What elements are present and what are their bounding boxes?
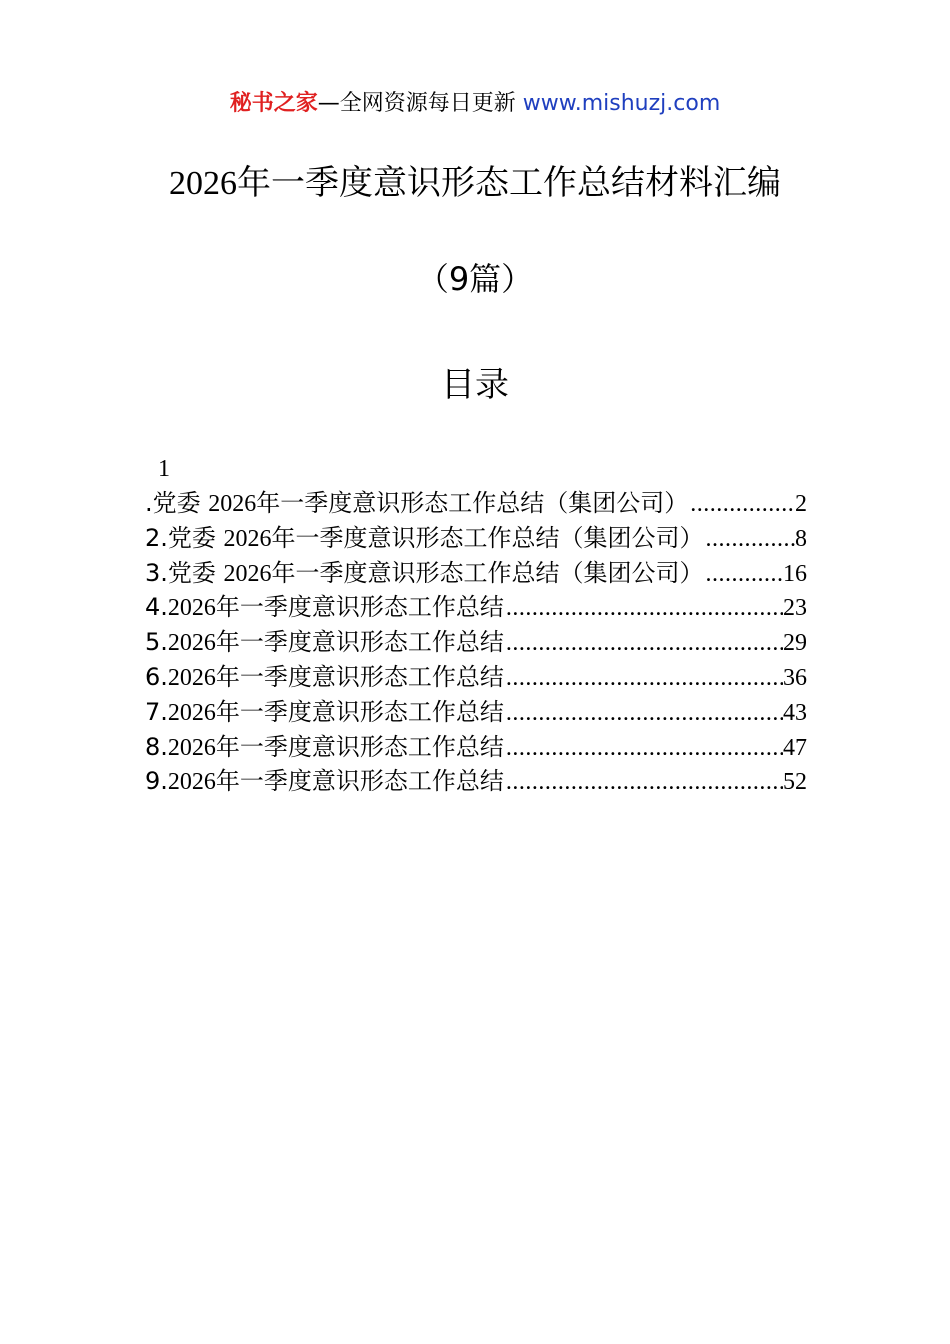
toc-entry-label: 5.2026年一季度意识形态工作总结: [145, 628, 504, 657]
toc-dot-leader: [688, 487, 795, 521]
document-title: [0, 160, 950, 207]
toc-entry-6[interactable]: [145, 660, 807, 695]
toc-dot-leader: [504, 626, 783, 660]
toc-entry-2[interactable]: [145, 521, 807, 556]
header-tagline: —全网资源每日更新: [317, 91, 523, 116]
toc-heading: 目录: [441, 365, 509, 405]
toc-entry-1[interactable]: [145, 486, 807, 521]
toc-entry-label: 9.2026年一季度意识形态工作总结: [145, 767, 504, 796]
toc-page-number: 29: [783, 630, 807, 657]
toc-entry-label: 6.2026年一季度意识形态工作总结: [145, 662, 504, 691]
title-text: 年一季度意识形态工作总结材料汇编: [237, 163, 781, 203]
toc-page-number: 8: [795, 525, 807, 552]
toc-entry-label: 8.2026年一季度意识形态工作总结: [145, 732, 504, 761]
toc-dot-leader: [704, 522, 795, 556]
toc-entry-label: 7.2026年一季度意识形态工作总结: [145, 697, 504, 726]
toc-page-number: 36: [783, 664, 807, 691]
toc-dot-leader: [704, 557, 783, 591]
table-of-contents: [145, 486, 807, 799]
toc-dot-leader: [504, 661, 783, 695]
toc-page-number: 52: [783, 769, 807, 796]
toc-entry-9[interactable]: [145, 764, 807, 799]
toc-dot-leader: [504, 731, 783, 765]
toc-entry-label: .党委 2026年一季度意识形态工作总结（集团公司）: [145, 489, 689, 517]
toc-dot-leader: [504, 591, 783, 625]
toc-entry-label: 2.党委 2026年一季度意识形态工作总结（集团公司）: [145, 523, 704, 552]
title-year: 2026: [169, 165, 237, 202]
document-subtitle: （9篇）: [416, 260, 534, 298]
toc-entry-7[interactable]: [145, 695, 807, 730]
toc-entry-label: 4.2026年一季度意识形态工作总结: [145, 593, 504, 622]
toc-entry-4[interactable]: [145, 590, 807, 625]
toc-stray-number: 1: [158, 456, 170, 482]
brand-name: 秘书之家: [229, 91, 318, 116]
toc-dot-leader: [504, 765, 783, 799]
toc-entry-8[interactable]: [145, 730, 807, 765]
site-header: [0, 88, 950, 120]
toc-page-number: 43: [783, 699, 807, 726]
toc-dot-leader: [504, 696, 783, 730]
toc-entry-label: 3.党委 2026年一季度意识形态工作总结（集团公司）: [145, 558, 704, 587]
toc-page-number: 23: [783, 595, 807, 622]
toc-entry-5[interactable]: [145, 625, 807, 660]
toc-page-number: 47: [783, 734, 807, 761]
toc-page-number: 2: [795, 491, 807, 517]
toc-entry-3[interactable]: [145, 556, 807, 591]
toc-page-number: 16: [783, 560, 807, 587]
site-url-link[interactable]: www.mishuzj.com: [522, 91, 721, 116]
